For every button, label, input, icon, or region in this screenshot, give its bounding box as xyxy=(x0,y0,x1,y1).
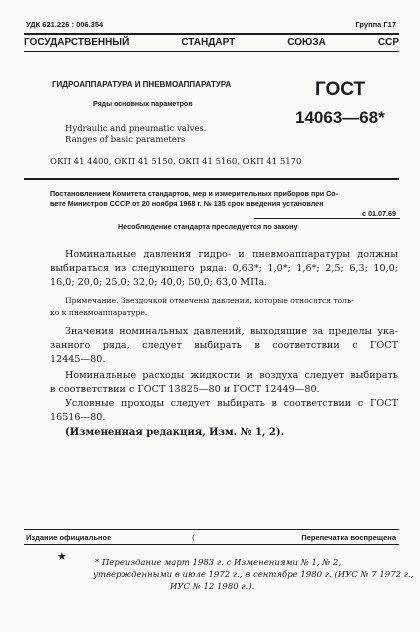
gost-label: ГОСТ xyxy=(315,79,366,100)
banner-word: СОЮЗА xyxy=(287,37,326,48)
body-line: занного ряда, следует выбирать в соответствии с ГОСТ xyxy=(50,340,398,351)
state-standard-banner xyxy=(24,37,399,48)
decree-line: Постановлением Комитета стандартов, мер и измерительных приборов при Со- xyxy=(50,189,339,198)
banner-word: ГОСУДАРСТВЕННЫЙ xyxy=(24,37,130,48)
footer-rule-bottom xyxy=(24,544,399,545)
header-rule-top xyxy=(24,33,399,35)
decree-effective-date: с 01.07.69 xyxy=(362,209,396,218)
decree-line: вете Министров СССР от 20 ноября 1968 г. № 135 срок введения установлен xyxy=(50,199,324,208)
english-title-line: Ranges of basic parameters xyxy=(65,135,186,145)
body-line: 12445—80. xyxy=(50,354,106,365)
body-line: Значения номинальных давлений, выходящие за пределы ука- xyxy=(65,326,398,337)
edition-note: (Измененная редакция, Изм. № 1, 2). xyxy=(65,427,285,438)
footer-rule-top xyxy=(24,529,399,530)
republication-line: ИУС № 12 1980 г.). xyxy=(170,582,255,592)
note-line: ко к пневмоаппаратуре. xyxy=(50,308,148,317)
body-line: Номинальные расходы жидкости и воздуха следует выбирать xyxy=(65,370,398,381)
gost-number: 14063—68* xyxy=(295,108,385,127)
body-line: Условные проходы следует выбирать в соответствии с ГОСТ xyxy=(65,398,398,409)
standard-subtitle: Ряды основных параметров xyxy=(93,101,193,108)
body-line: выбираться из следующего ряда: 0,63*; 1,0*; 1,6*; 2,5; 6,3; 10,0; xyxy=(50,263,398,274)
english-title-line: Hydraulic and pneumatic valves. xyxy=(65,124,207,134)
body-line: 16,0; 20,0; 25,0; 32,0; 40,0; 50,0; 63,0 МПа. xyxy=(50,277,268,288)
republication-line: * Переиздание март 1983 г. с Изменениями № 1, № 2, xyxy=(95,558,342,568)
law-notice: Несоблюдение стандарта преследуется по закону xyxy=(118,222,298,231)
decree-date-rule xyxy=(254,218,400,219)
footer-mark: ( xyxy=(192,533,195,542)
reprint-prohibited: Перепечатка воспрещена xyxy=(301,533,396,542)
star-icon: ★ xyxy=(57,550,67,563)
note-line: Примечание. Звездочкой отмечены давления, которые относятся толь- xyxy=(65,296,354,305)
banner-word: ССР xyxy=(377,37,399,48)
okp-codes: ОКП 41 4400, ОКП 41 5150, ОКП 41 5160, ОКП 41 5170 xyxy=(50,157,302,167)
republication-line: утвержденными в июле 1972 г., в сентябре 1980 г. (ИУС № 7 1972 г., xyxy=(93,570,414,580)
section-rule xyxy=(24,178,399,180)
banner-word: СТАНДАРТ xyxy=(181,37,236,48)
group-code: Группа Г17 xyxy=(355,20,396,29)
body-line: 16516—80. xyxy=(50,412,106,423)
official-edition: Издание официальное xyxy=(26,533,112,542)
header-rule-bottom xyxy=(24,51,399,52)
body-line: Номинальные давления гидро- и пневмоаппаратуры должны xyxy=(65,249,398,260)
standard-title: ГИДРОАППАРАТУРА И ПНЕВМОАППАРАТУРА xyxy=(52,80,232,89)
body-line: в соответствии с ГОСТ 13825—80 и ГОСТ 12449—80. xyxy=(50,384,320,395)
udk-code: УДК 621.226 : 006.354 xyxy=(26,20,104,29)
